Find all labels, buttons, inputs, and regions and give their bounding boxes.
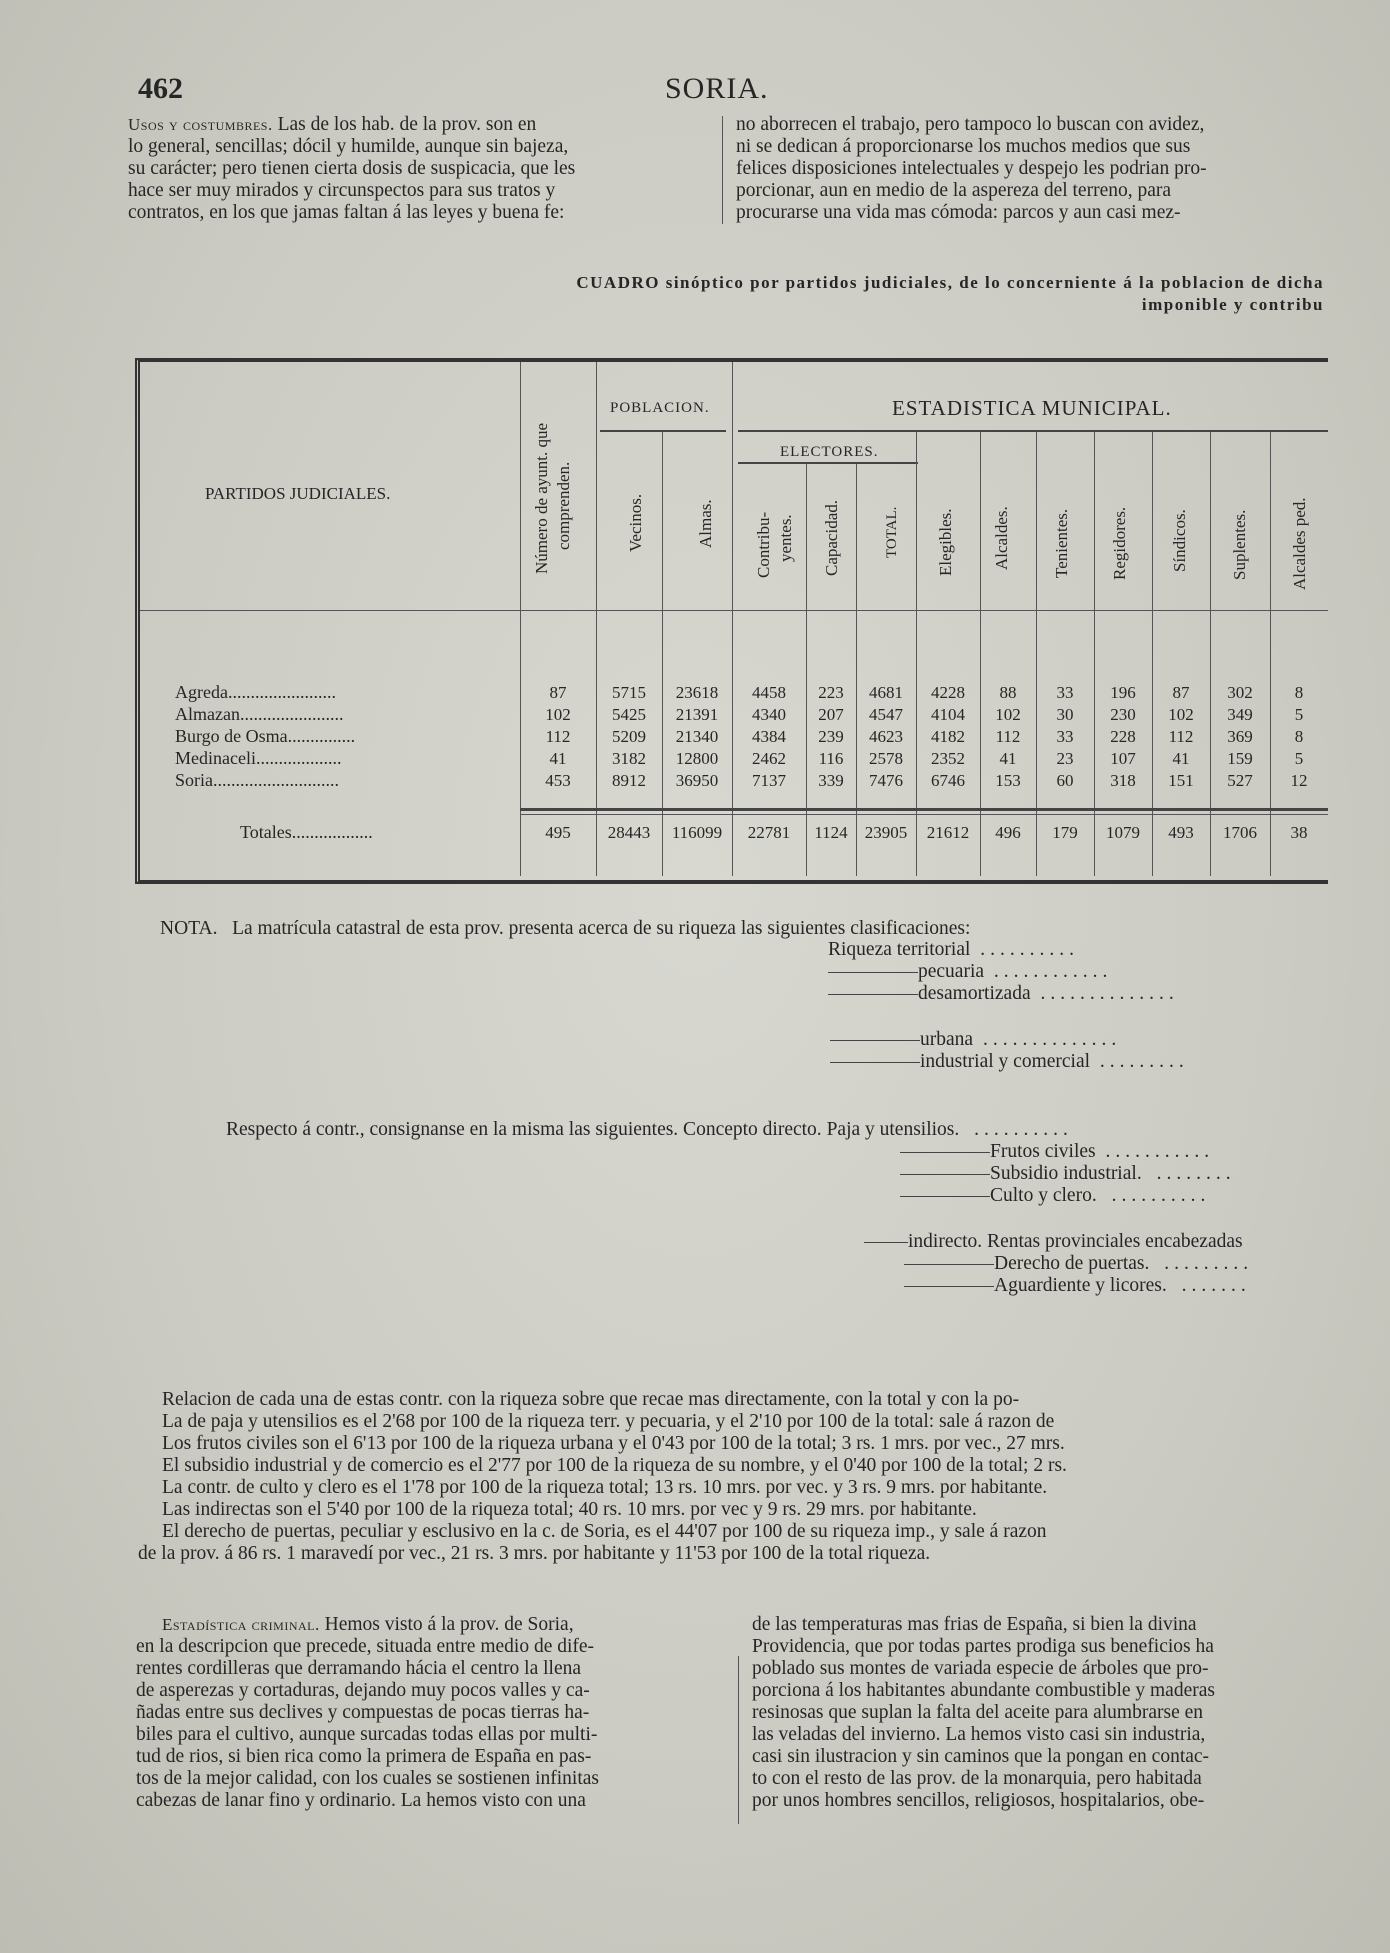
table-cell: 207	[818, 705, 844, 724]
header-elegibles: Elegibles.	[936, 508, 955, 576]
totals-cell: 1079	[1106, 823, 1140, 842]
table-cell: 23	[1056, 749, 1074, 768]
synoptic-table: PARTIDOS JUDICIALES. Número de ayunt. que comprenden. POBLACION. Vecinos. Almas. ESTADISTICA MUNICIPAL. ELECTORES. Contribu- yentes. Capacidad. TOTAL. Elegibles. Alcaldes. Tenientes. Regidores. Síndicos. Suplentes. Alcaldes ped. Agreda........................ 87 5715 23618 4458 223 4681 4228 88 33 196 87 302 8 Almazan....................... 102 5425 21391 4340 207 4547 4104 102 30 230 102 349 5 Burgo de Osma............... 112 5209 21340 4384 239 4623 4182 112 33 228 112 369 8 Medinaceli................... 41 3182 12800 2462 116 2578 2352 41 23 107 41 159 5 Soria............................ 453 8912 36950 7137 339 7476 6746 153 60 318 151 527 12 Totales.................. 495 28443 116099 22781 1124 23905 21612 496 179 1079 493 1706 38	[135, 358, 1328, 884]
table-cell: 116	[818, 749, 844, 768]
table-cell: 5209	[612, 727, 646, 746]
table-cell: 4384	[752, 727, 786, 746]
totals-cell: 21612	[926, 823, 970, 842]
table-cell: 2578	[869, 749, 903, 768]
page-number: 462	[138, 72, 183, 105]
table-cell: 6746	[931, 771, 965, 790]
table-cell: 4104	[931, 705, 965, 724]
header-vecinos: Vecinos.	[626, 493, 645, 552]
header-total: TOTAL.	[884, 506, 900, 558]
table-cell: 102	[1168, 705, 1194, 724]
criminal-right-column: de las temperaturas mas frias de España, si bien la divina Providencia, que por todas partes prodiga sus beneficios ha poblado sus montes de variada especie de árboles que pro- porciona á los habitantes abundante combustible y maderas resinosas que suplan la falta del aceite para alumbrarse en las veladas del invierno. La hemos visto casi sin industria, casi sin ilustracion y sin caminos que la pongan en contac- to con el resto de las prov. de la monarquia, pero habitada por unos hombres sencillos, religiosos, hospitalarios, obe-	[752, 1614, 1215, 1811]
table-cell: 8	[1294, 727, 1304, 746]
table-cell: 87	[1172, 683, 1190, 702]
header-sindicos: Síndicos.	[1170, 509, 1189, 572]
nota-desamortizada: desamortizada ..............	[828, 983, 1179, 1005]
table-cell: 87	[549, 683, 567, 702]
totals-label: Totales..................	[240, 822, 373, 842]
table-cell: 196	[1110, 683, 1136, 702]
nota-label: NOTA.	[160, 918, 218, 939]
table-cell: 5715	[612, 683, 646, 702]
relacion-block: Relacion de cada una de estas contr. con la riqueza sobre que recae mas directamente, con la total y con la po- La de paja y utensilios es el 2'68 por 100 de la riqueza terr. y pecuaria, y el 2'10 por 100 de la total: sale á razon de Los frutos civiles son el 6'13 por 100 de la riqueza urbana y el 0'43 por 100 de la total; 3 rs. 1 mrs. por vec., 27 mrs. El subsidio industrial y de comercio es el 2'77 por 100 de la riqueza de su nombre, y el 0'40 por 100 de la total; 2 rs. La contr. de culto y clero es el 1'78 por 100 de la riqueza total; 13 rs. 10 mrs. por vec. y 3 rs. 9 mrs. por habitante. Las indirectas son el 5'40 por 100 de la riqueza total; 40 rs. 10 mrs. por vec y 9 rs. 29 mrs. por habitante. El derecho de puertas, peculiar y esclusivo en la c. de Soria, es el 44'07 por 100 de su riqueza imp., y sale á razon de la prov. á 86 rs. 1 maravedí por vec., 21 rs. 3 mrs. por habitante y 11'53 por 100 de la total riqueza.	[138, 1389, 1067, 1564]
table-cell: 33	[1056, 683, 1074, 702]
table-cell: 4228	[931, 683, 965, 702]
table-cell: 107	[1110, 749, 1136, 768]
nota-riqueza-territorial: Riqueza territorial ..........	[828, 939, 1080, 960]
table-cell: 7476	[869, 771, 903, 790]
table-cell: 4681	[869, 683, 903, 702]
table-cell: 12	[1290, 771, 1308, 790]
table-cell: 318	[1110, 771, 1136, 790]
row-name: Soria............................	[175, 770, 339, 790]
table-cell: 41	[999, 749, 1017, 768]
row-name: Agreda........................	[175, 682, 336, 702]
nota-respecto: Respecto á contr., consignanse en la misma las siguientes. Concepto directo. Paja y utensilios. ..........	[226, 1119, 1073, 1140]
table-cell: 4623	[869, 727, 903, 746]
header-capacidad: Capacidad.	[822, 500, 841, 576]
nota-urbana: urbana ..............	[830, 1029, 1121, 1051]
header-electores: ELECTORES.	[780, 444, 879, 460]
table-cell: 4340	[752, 705, 786, 724]
header-partidos: PARTIDOS JUDICIALES.	[205, 484, 391, 503]
header-regidores: Regidores.	[1110, 506, 1129, 580]
nota-industrial: industrial y comercial .........	[830, 1051, 1189, 1073]
table-cell: 30	[1056, 705, 1074, 724]
header-suplentes: Suplentes.	[1230, 509, 1249, 580]
nota-culto: Culto y clero. ..........	[900, 1185, 1210, 1207]
table-cell: 5425	[612, 705, 646, 724]
table-cell: 23618	[675, 683, 719, 702]
nota-indirecto: indirecto. Rentas provinciales encabezadas	[864, 1231, 1243, 1253]
nota-aguardiente: Aguardiente y licores. .......	[904, 1275, 1251, 1297]
table-cell: 453	[545, 771, 571, 790]
table-cell: 60	[1056, 771, 1074, 790]
criminal-left-column: Estadística criminal. Hemos visto á la prov. de Soria, en la descripcion que precede, situada entre medio de dife- rentes cordilleras que derramando hácia el centro la llena de asperezas y cortaduras, dejando muy pocos valles y ca- ñadas entre sus declives y compuestas de pocas tierras ha- biles para el cultivo, aunque surcadas todas ellas por multi- tud de rios, si bien rica como la primera de España en pas- tos de la mejor calidad, con los cuales se sostienen infinitas cabezas de lanar fino y ordinario. La hemos visto con una	[136, 1614, 600, 1811]
row-name: Medinaceli...................	[175, 748, 342, 768]
table-cell: 112	[1168, 727, 1194, 746]
table-cell: 2352	[931, 749, 965, 768]
totals-cell: 28443	[607, 823, 651, 842]
intro-heading: Usos y costumbres.	[128, 115, 273, 134]
totals-cell: 179	[1052, 823, 1078, 842]
table-cell: 102	[995, 705, 1021, 724]
table-cell: 5	[1294, 705, 1304, 724]
totals-cell: 38	[1290, 823, 1308, 842]
table-cell: 527	[1227, 771, 1253, 790]
column-divider	[738, 1656, 739, 1824]
header-alcaldes: Alcaldes.	[992, 506, 1011, 570]
header-estadistica: ESTADISTICA MUNICIPAL.	[892, 396, 1172, 420]
intro-right-column: no aborrecen el trabajo, pero tampoco lo buscan con avidez, ni se dedican á proporcionarse los muchos medios que sus felices disposiciones intelectuales y despejo les podrian pro- porcionar, aun en medio de la aspereza del terreno, para procurarse una vida mas cómoda: parcos y aun casi mez-	[736, 114, 1207, 223]
header-alcaldes-ped: Alcaldes ped.	[1290, 497, 1309, 590]
row-name: Almazan.......................	[175, 704, 344, 724]
header-poblacion: POBLACION.	[610, 400, 710, 416]
criminal-heading: Estadística criminal.	[162, 1615, 320, 1634]
table-cell: 33	[1056, 727, 1074, 746]
nota-derecho: Derecho de puertas. .........	[904, 1253, 1253, 1275]
table-cell: 5	[1294, 749, 1304, 768]
header-contribu: Contribu-	[754, 511, 773, 578]
table-cell: 21340	[675, 727, 719, 746]
totals-cell: 23905	[864, 823, 908, 842]
table-cell: 230	[1110, 705, 1136, 724]
table-cell: 4547	[869, 705, 903, 724]
table-cell: 12800	[675, 749, 719, 768]
table-cell: 88	[999, 683, 1017, 702]
header-tenientes: Tenientes.	[1052, 508, 1071, 578]
table-cell: 151	[1168, 771, 1194, 790]
totals-cell: 22781	[747, 823, 791, 842]
table-cell: 102	[545, 705, 571, 724]
table-cell: 112	[545, 727, 571, 746]
table-cell: 339	[818, 771, 844, 790]
page-title: SORIA.	[665, 72, 769, 105]
table-cell: 7137	[752, 771, 786, 790]
nota-frutos: Frutos civiles ...........	[900, 1141, 1214, 1163]
table-cell: 8912	[612, 771, 646, 790]
intro-left-column: Usos y costumbres. Las de los hab. de la prov. son en lo general, sencillas; dócil y humilde, aunque sin bajeza, su carácter; pero tienen cierta dosis de suspicacia, que les hace ser muy mirados y circunspectos para sus tratos y contratos, en los que jamas faltan á las leyes y buena fe:	[128, 114, 576, 223]
row-name: Burgo de Osma...............	[175, 726, 356, 746]
table-cell: 112	[995, 727, 1021, 746]
table-cell: 41	[1172, 749, 1190, 768]
nota-pecuaria: pecuaria ............	[828, 961, 1112, 983]
table-cell: 8	[1294, 683, 1304, 702]
table-caption: CUADRO sinóptico por partidos judiciales, de lo concerniente á la poblacion de dicha imponible y contribu	[576, 273, 1324, 314]
nota-subsidio: Subsidio industrial. ........	[900, 1163, 1236, 1185]
table-cell: 239	[818, 727, 844, 746]
table-cell: 302	[1227, 683, 1253, 702]
table-cell: 41	[549, 749, 567, 768]
table-cell: 223	[818, 683, 844, 702]
table-cell: 4458	[752, 683, 786, 702]
table-cell: 3182	[612, 749, 646, 768]
header-almas: Almas.	[696, 499, 715, 548]
table-cell: 349	[1227, 705, 1253, 724]
table-cell: 2462	[752, 749, 786, 768]
totals-cell: 1124	[814, 823, 848, 842]
totals-cell: 495	[545, 823, 571, 842]
table-cell: 21391	[675, 705, 719, 724]
totals-cell: 1706	[1223, 823, 1257, 842]
header-numero: Número de ayunt. que	[532, 422, 551, 574]
totals-cell: 493	[1168, 823, 1194, 842]
table-cell: 36950	[675, 771, 719, 790]
table-cell: 159	[1227, 749, 1253, 768]
nota-intro: NOTA. La matrícula catastral de esta prov. presenta acerca de su riqueza las siguientes clasificaciones:	[160, 918, 971, 939]
table-cell: 153	[995, 771, 1021, 790]
totals-cell: 116099	[671, 823, 723, 842]
totals-cell: 496	[995, 823, 1021, 842]
table-cell: 369	[1227, 727, 1253, 746]
column-divider	[722, 116, 723, 224]
table-cell: 228	[1110, 727, 1136, 746]
table-cell: 4182	[931, 727, 965, 746]
